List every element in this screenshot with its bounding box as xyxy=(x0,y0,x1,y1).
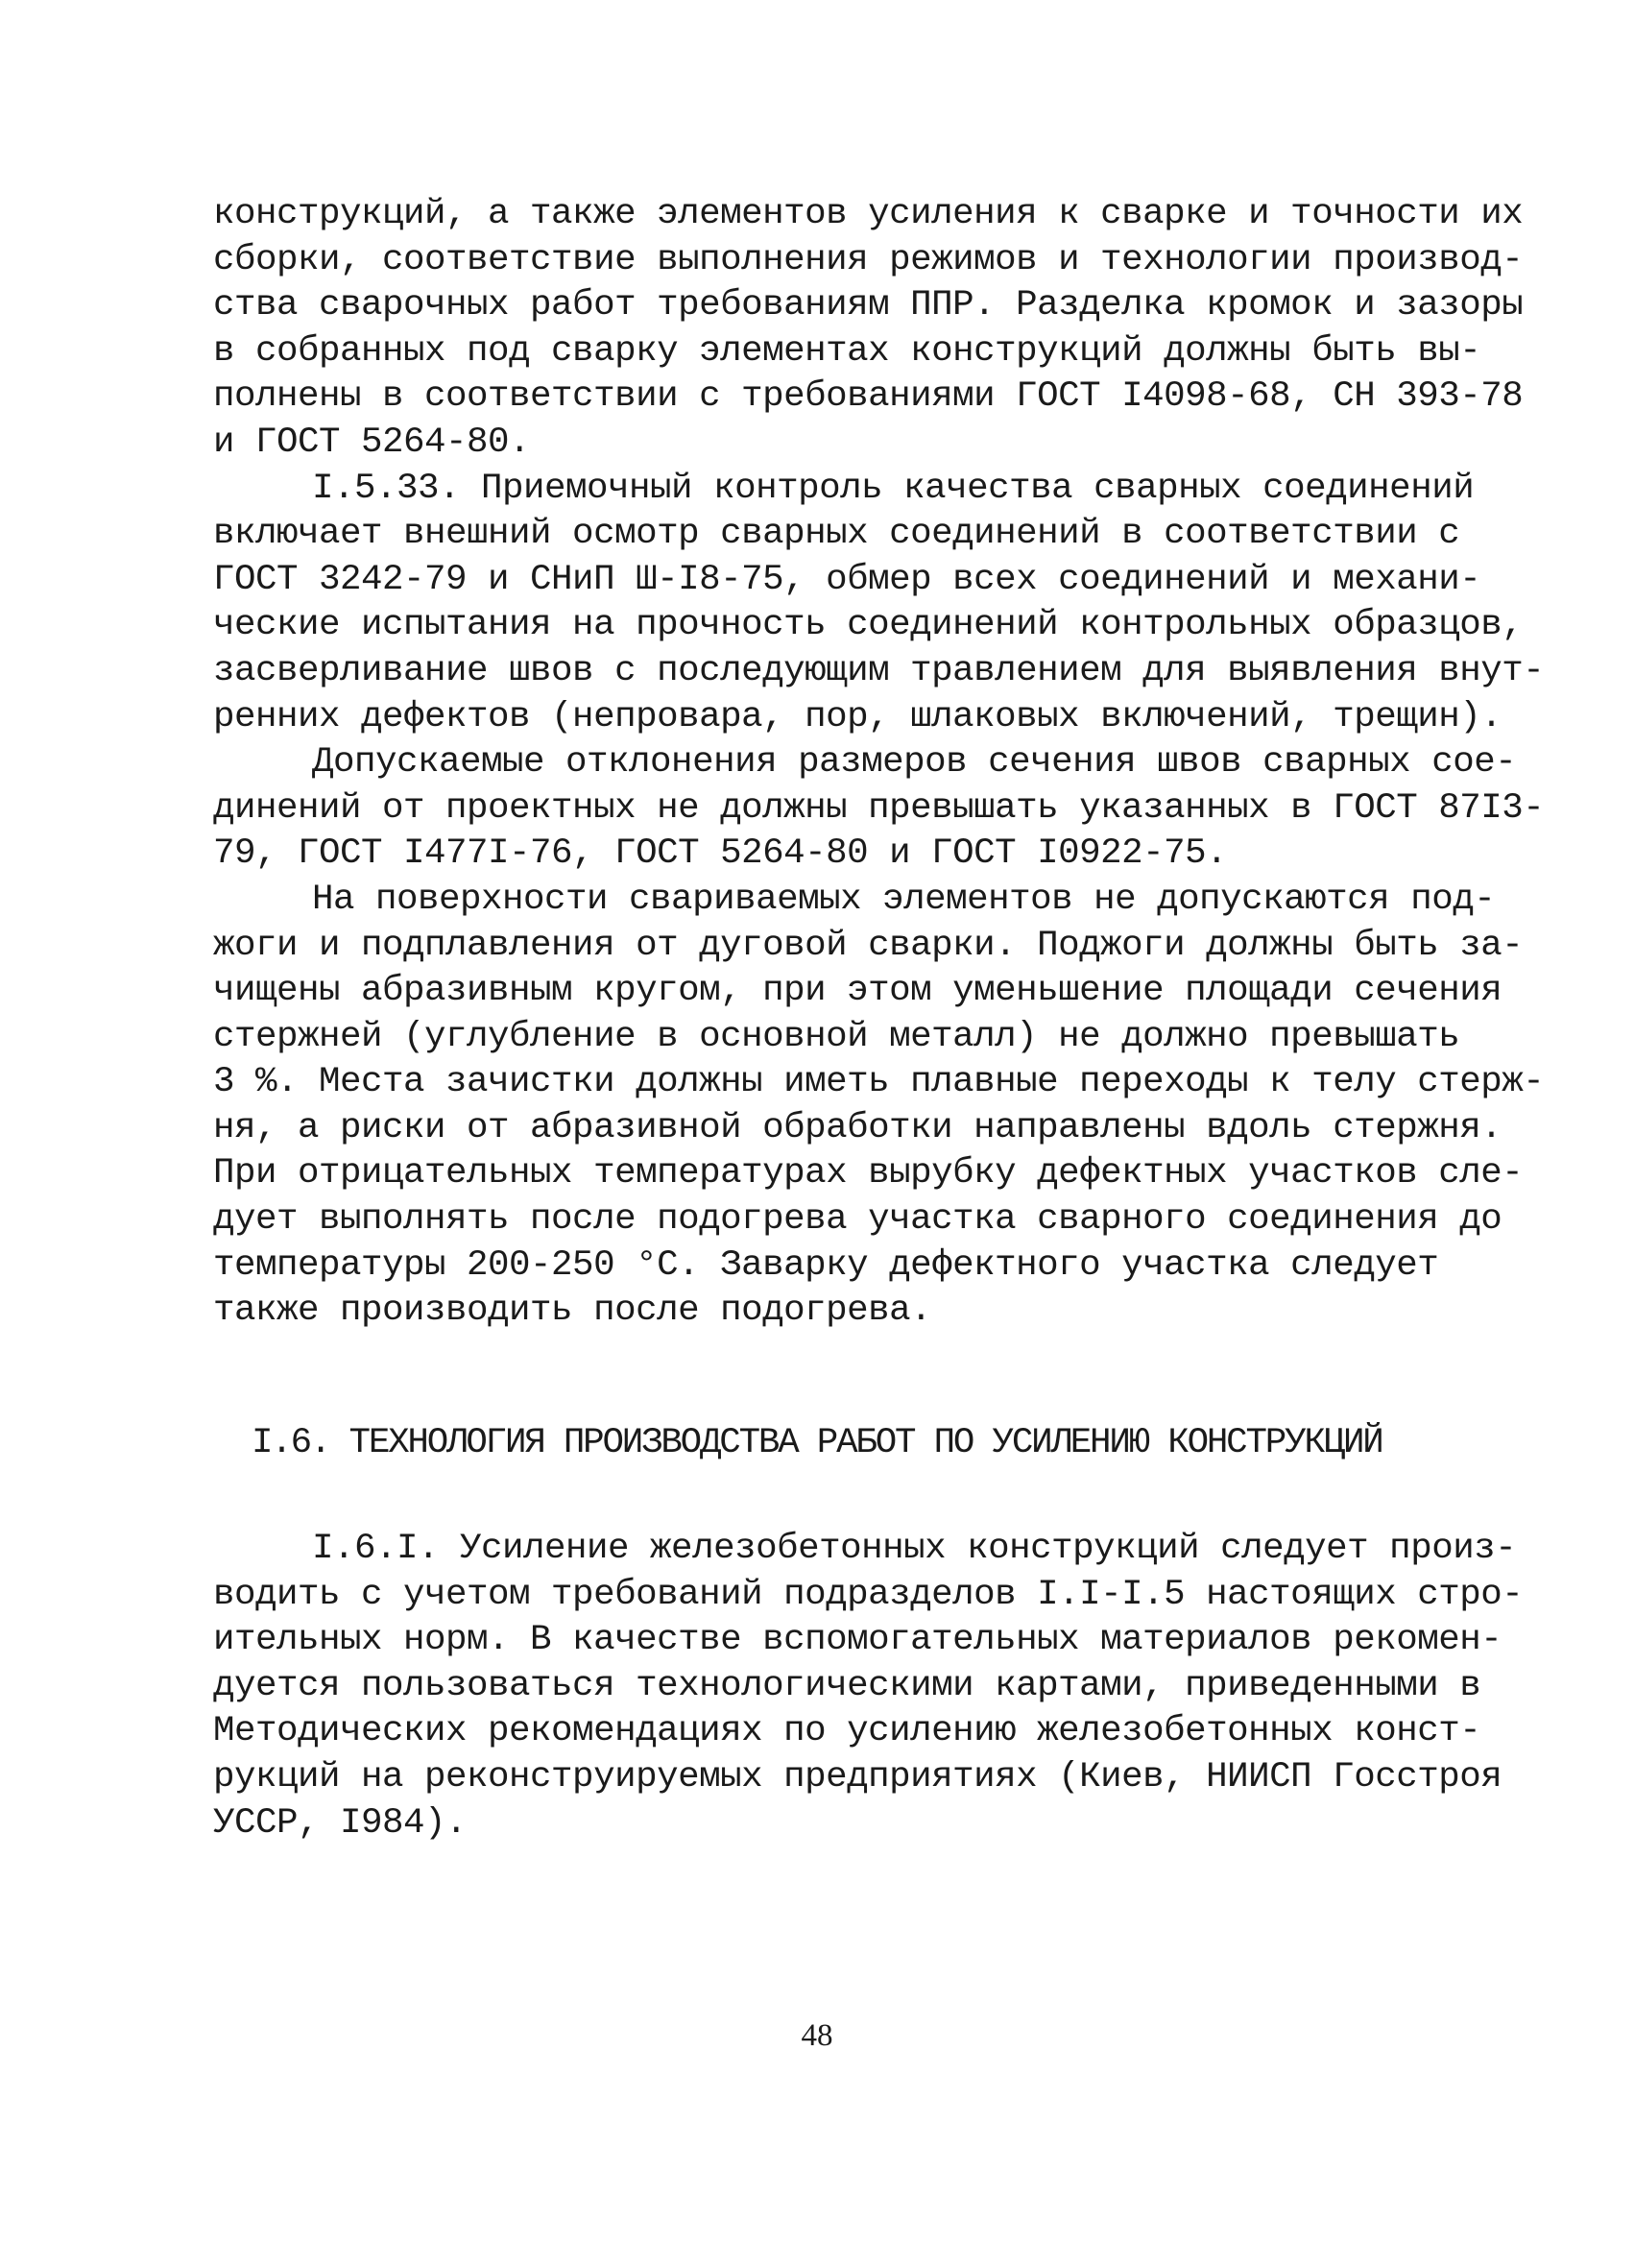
text-line: ренних дефектов (непровара, пор, шлаковых включений, трещин). xyxy=(213,696,1502,737)
text-line: ГОСТ 3242-79 и СНиП Ш-I8-75, обмер всех соединений и механи- xyxy=(213,559,1481,600)
text-line: включает внешний осмотр сварных соединений в соответствии с xyxy=(213,514,1460,555)
text-line: чищены абразивным кругом, при этом уменьшение площади сечения xyxy=(213,971,1502,1012)
text-line: ительных норм. В качестве вспомогательных материалов рекомен- xyxy=(213,1620,1502,1661)
text-line: 79, ГОСТ I477I-76, ГОСТ 5264-80 и ГОСТ I0922-75. xyxy=(213,833,1228,875)
text-line: жоги и подплавления от дуговой сварки. Поджоги должны быть за- xyxy=(213,925,1524,966)
text-line: УССР, I984). xyxy=(213,1802,468,1844)
text-line: рукций на реконструируемых предприятиях (Киев, НИИСП Госстроя xyxy=(213,1756,1502,1798)
paragraph-start-line: I.6.I. Усиление железобетонных конструкций следует произ- xyxy=(312,1529,1517,1569)
text-line: также производить после подогрева. xyxy=(213,1291,932,1332)
text-line: конструкций, а также элементов усиления к сварке и точности их xyxy=(213,194,1524,234)
text-line: динений от проектных не должны превышать указанных в ГОСТ 87I3- xyxy=(213,787,1545,829)
body-text-block-2 xyxy=(213,1527,1524,1846)
section-heading: I.6. ТЕХНОЛОГИЯ ПРОИЗВОДСТВА РАБОТ ПО УСИЛЕНИЮ КОНСТРУКЦИЙ xyxy=(252,1423,1382,1463)
text-line: полнены в соответствии с требованиями ГОСТ I4098-68, СН 393-78 xyxy=(213,376,1524,418)
text-line: в собранных под сварку элементах конструкций должны быть вы- xyxy=(213,330,1481,372)
text-line: Методических рекомендациях по усилению железобетонных конст- xyxy=(213,1711,1481,1752)
text-line: водить с учетом требований подразделов I.I-I.5 настоящих стро- xyxy=(213,1574,1524,1615)
page-number: 48 xyxy=(801,2018,833,2053)
text-line: ческие испытания на прочность соединений контрольных образцов, xyxy=(213,605,1524,646)
text-line: засверливание швов с последующим травлением для выявления внут- xyxy=(213,650,1545,691)
body-text-block-1 xyxy=(213,192,1545,1335)
text-line: При отрицательных температурах вырубку дефектных участков сле- xyxy=(213,1153,1524,1194)
paragraph-start-line: I.5.33. Приемочный контроль качества сварных соединений xyxy=(312,468,1475,509)
paragraph-start-line: Допускаемые отклонения размеров сечения швов сварных сое- xyxy=(312,742,1517,784)
text-line: сборки, соответствие выполнения режимов и технологии производ- xyxy=(213,239,1524,280)
text-line: и ГОСТ 5264-80. xyxy=(213,422,531,463)
text-line: стержней (углубление в основной металл) не должно превышать xyxy=(213,1016,1460,1057)
paragraph-start-line: На поверхности свариваемых элементов не допускаются под- xyxy=(312,879,1496,920)
text-line: дует выполнять после подогрева участка сварного соединения до xyxy=(213,1199,1502,1241)
text-line: ня, а риски от абразивной обработки направлены вдоль стержня. xyxy=(213,1107,1502,1148)
text-line: температуры 200-250 °С. Заварку дефектного участка следует xyxy=(213,1244,1439,1286)
text-line: 3 %. Места зачистки должны иметь плавные переходы к телу стерж- xyxy=(213,1062,1545,1103)
text-line: ства сварочных работ требованиям ППР. Разделка кромок и зазоры xyxy=(213,285,1524,326)
text-line: дуется пользоваться технологическими картами, приведенными в xyxy=(213,1665,1481,1706)
